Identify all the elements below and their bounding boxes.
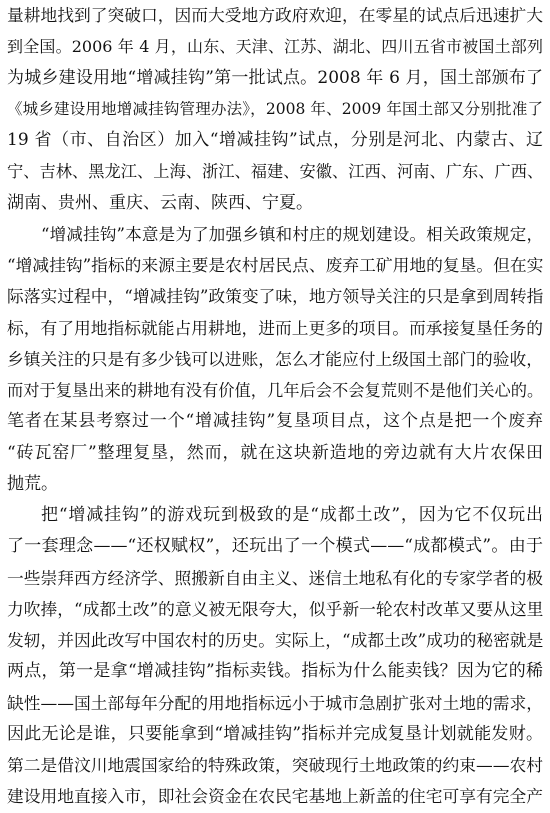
text-line: 发轫，并因此改写中国农村的历史。实际上，“成都土改”成功的秘密就是 — [7, 630, 544, 650]
document-page — [7, 0, 544, 807]
text-line: 到全国。2006 年 4 月，山东、天津、江苏、湖北、四川五省市被国土部列 — [7, 37, 543, 57]
paragraph-2 — [7, 219, 543, 500]
text-line: 抛荒。 — [7, 473, 58, 494]
text-line: 建设用地直接入市，即社会资金在农民宅基地上新盖的住宅可享有完全产 — [7, 786, 544, 807]
text-line: 力吹捧，“成都土改”的意义被无限夸大，似乎新一轮农村改革又要从这里 — [7, 598, 544, 619]
paragraph-1 — [7, 0, 543, 219]
text-line: 把“增减挂钩”的游戏玩到极致的是“成都土改”，因为它不仅玩出 — [41, 505, 543, 525]
text-line: 19 省（市、自治区）加入“增减挂钩”试点，分别是河北、内蒙古、辽 — [7, 130, 543, 150]
text-line: 湖南、贵州、重庆、云南、陕西、宁夏。 — [7, 192, 313, 213]
text-line: 两点，第一是拿“增减挂钩”指标卖钱。指标为什么能卖钱？因为它的稀 — [7, 661, 543, 682]
text-line: 标，有了用地指标就能占用耕地，进而上更多的项目。而承接复垦任务的 — [7, 317, 544, 338]
text-line: 乡镇关注的只是有多少钱可以进账，怎么才能应付上级国土部门的验收， — [7, 348, 544, 369]
text-line: 为城乡建设用地“增减挂钩”第一批试点。2008 年 6 月，国土部颁布了 — [7, 67, 543, 88]
text-line: 因此无论是谁，只要能拿到“增减挂钩”指标并完成复垦计划就能发财。 — [7, 723, 543, 744]
text-line: “增减挂钩”本意是为了加强乡镇和村庄的规划建设。相关政策规定， — [41, 224, 543, 244]
text-line: 笔者在某县考察过一个“增减挂钩”复垦项目点，这个点是把一个废弃 — [7, 411, 543, 432]
text-line: 一些崇拜西方经济学、照搬新自由主义、迷信土地私有化的专家学者的极 — [7, 567, 544, 588]
text-line: 《城乡建设用地增减挂钩管理办法》，2008 年、2009 年国土部又分别批准了 — [7, 99, 543, 118]
text-line: 第二是借汶川地震国家给的特殊政策，突破现行土地政策的约束——农村 — [7, 755, 544, 775]
text-line: 了一套理念——“还权赋权”，还玩出了一个模式——“成都模式”。由于 — [7, 536, 543, 557]
text-line: “增减挂钩”指标的来源主要是农村居民点、废弃工矿用地的复垦。但在实 — [7, 255, 544, 275]
text-line: 量耕地找到了突破口，因而大受地方政府欢迎，在零星的试点后迅速扩大 — [7, 5, 544, 25]
text-line: “砖瓦窑厂”整理复垦，然而，就在这块新造地的旁边就有大片农保田 — [7, 442, 543, 463]
text-line: 宁、吉林、黑龙江、上海、浙江、福建、安徽、江西、河南、广东、广西、 — [7, 162, 544, 182]
text-line: 而对于复垦出来的耕地有没有价值，几年后会不会复荒则不是他们关心的。 — [7, 381, 544, 400]
text-line: 缺性——国土部每年分配的用地指标远小于城市急剧扩张对土地的需求， — [7, 692, 544, 713]
text-line: 际落实过程中，“增减挂钩”政策变了味，地方领导关注的只是拿到周转指 — [7, 286, 544, 307]
paragraph-3 — [7, 500, 543, 813]
